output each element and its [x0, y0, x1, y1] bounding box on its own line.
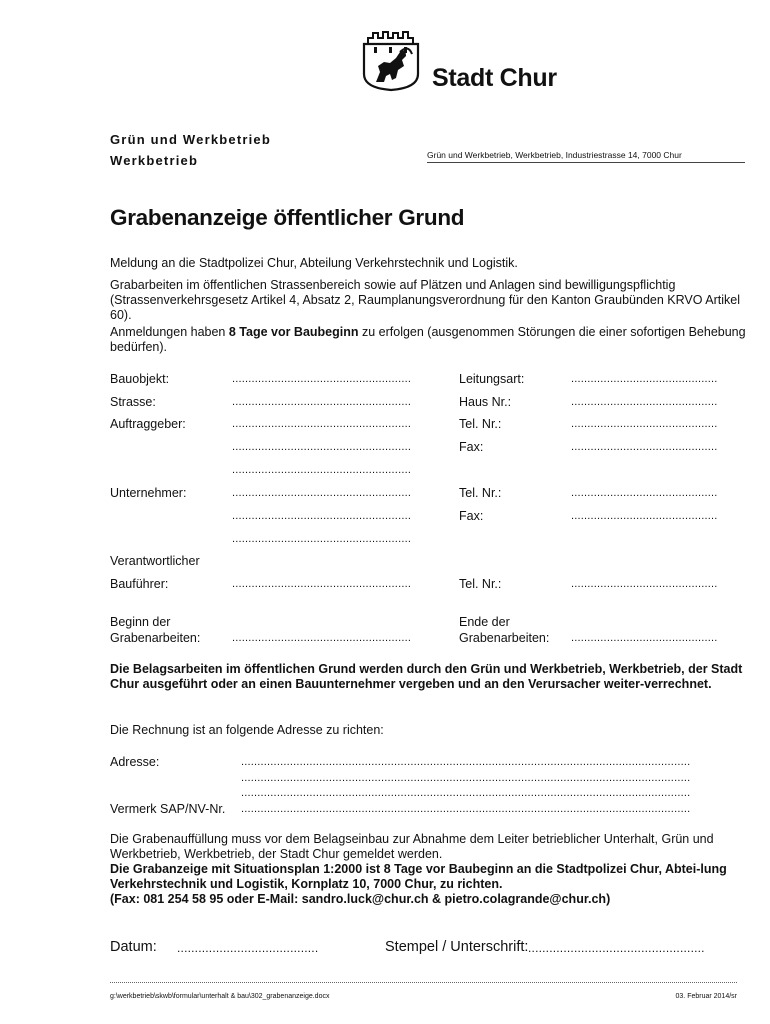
label-unternehmer: Unternehmer:: [110, 486, 187, 500]
label-ende-der: Ende der: [459, 615, 510, 629]
field-unternehmer-fax[interactable]: .............................................: [571, 510, 718, 522]
label-baufuehrer: Bauführer:: [110, 577, 169, 591]
intro-p3-post: zu erfolgen (ausgenommen Störungen die einer sofortigen Behebung bedürfen).: [110, 325, 746, 354]
field-baufuehrer[interactable]: .......................................................: [232, 578, 412, 590]
label-auftraggeber-tel: Tel. Nr.:: [459, 417, 502, 431]
field-unternehmer-1[interactable]: .......................................................: [232, 487, 412, 499]
field-beginn[interactable]: .......................................................: [232, 632, 412, 644]
field-ende[interactable]: .............................................: [571, 632, 718, 644]
label-strasse: Strasse:: [110, 395, 156, 409]
field-vermerk[interactable]: ..........................................................................................................................................: [241, 803, 691, 815]
closing-paragraph-1: Die Grabenauffüllung muss vor dem Belagseinbau zur Abnahme dem Leiter betrieblicher Unterhalt, Grün und Werkbetrieb, Werkbetrieb, der Stadt Chur gemeldet werden.: [110, 832, 714, 861]
label-baufuehrer-tel: Tel. Nr.:: [459, 577, 502, 591]
footer-path: g:\werkbetrieb\skwb\formular\unterhalt & bau\302_grabenanzeige.docx: [110, 993, 330, 1000]
field-unternehmer-3[interactable]: .......................................................: [232, 533, 412, 545]
field-stempel[interactable]: ..................................................: [528, 941, 705, 955]
label-unternehmer-fax: Fax:: [459, 509, 484, 523]
label-datum: Datum:: [110, 939, 157, 955]
label-leitungsart: Leitungsart:: [459, 372, 525, 386]
dept-line-1: Grün und Werkbetrieb: [110, 132, 271, 147]
intro-paragraph-1: Meldung an die Stadtpolizei Chur, Abteilung Verkehrstechnik und Logistik.: [110, 256, 518, 270]
label-auftraggeber: Auftraggeber:: [110, 417, 186, 431]
footer-divider: [110, 982, 737, 983]
label-auftraggeber-fax: Fax:: [459, 440, 484, 454]
label-vermerk: Vermerk SAP/NV-Nr.: [110, 802, 226, 816]
field-baufuehrer-tel[interactable]: .............................................: [571, 578, 718, 590]
intro-paragraph-2: Grabarbeiten im öffentlichen Strassenbereich sowie auf Plätzen und Anlagen sind bewilligungspflichtig (Strassenverkehrsgesetz Artikel 4, Absatz 2, Raumplanungsverordnung für den Kanton Graubünden KRVO Artikel 60).: [110, 278, 740, 322]
label-stempel: Stempel / Unterschrift:: [385, 939, 529, 955]
field-auftraggeber-1[interactable]: .......................................................: [232, 418, 412, 430]
chur-coat-of-arms-icon: [360, 30, 422, 92]
field-auftraggeber-3[interactable]: .......................................................: [232, 464, 412, 476]
label-haus-nr: Haus Nr.:: [459, 395, 512, 409]
field-haus-nr[interactable]: .............................................: [571, 396, 718, 408]
intro-p3-bold: 8 Tage vor Baubeginn: [228, 325, 359, 339]
field-strasse[interactable]: .......................................................: [232, 396, 412, 408]
dept-line-2: Werkbetrieb: [110, 153, 199, 168]
label-beginn-grabenarbeiten: Grabenarbeiten:: [110, 631, 201, 645]
rechnung-text: Die Rechnung ist an folgende Adresse zu richten:: [110, 723, 384, 737]
logo-text: Stadt Chur: [432, 64, 557, 92]
notice-belagsarbeiten: Die Belagsarbeiten im öffentlichen Grund werden durch den Grün und Werkbetrieb, Werkbetrieb, der Stadt Chur ausgeführt oder an einen Bauunternehmer vergeben und an den Verursacher weiter-verrechnet.: [110, 662, 743, 691]
field-unternehmer-2[interactable]: .......................................................: [232, 510, 412, 522]
field-unternehmer-tel[interactable]: .............................................: [571, 487, 718, 499]
field-adresse-2[interactable]: ..........................................................................................................................................: [241, 772, 691, 784]
field-bauobjekt[interactable]: .......................................................: [232, 373, 412, 385]
label-ende-grabenarbeiten: Grabenarbeiten:: [459, 631, 550, 645]
sender-address: Grün und Werkbetrieb, Werkbetrieb, Industriestrasse 14, 7000 Chur: [427, 150, 745, 163]
page-title: Grabenanzeige öffentlicher Grund: [110, 205, 465, 230]
field-leitungsart[interactable]: .............................................: [571, 373, 718, 385]
intro-paragraph-3: [110, 325, 750, 355]
label-verantwortlicher: Verantwortlicher: [110, 554, 200, 568]
label-beginn-der: Beginn der: [110, 615, 171, 629]
field-datum[interactable]: ........................................: [177, 941, 319, 955]
label-unternehmer-tel: Tel. Nr.:: [459, 486, 502, 500]
closing-paragraph-2: Die Grabanzeige mit Situationsplan 1:2000 ist 8 Tage vor Baubeginn an die Stadtpolizei Chur, Abtei-lung Verkehrstechnik und Logistik, Kornplatz 10, 7000 Chur, zu richten.: [110, 862, 727, 891]
label-bauobjekt: Bauobjekt:: [110, 372, 170, 386]
field-auftraggeber-fax[interactable]: .............................................: [571, 441, 718, 453]
field-adresse-3[interactable]: ..........................................................................................................................................: [241, 787, 691, 799]
field-auftraggeber-2[interactable]: .......................................................: [232, 441, 412, 453]
closing-contact: (Fax: 081 254 58 95 oder E-Mail: sandro.luck@chur.ch & pietro.colagrande@chur.ch): [110, 892, 611, 906]
intro-p3-pre: Anmeldungen haben: [110, 325, 229, 339]
field-auftraggeber-tel[interactable]: .............................................: [571, 418, 718, 430]
footer-date: 03. Februar 2014/sr: [675, 993, 737, 1000]
field-adresse-1[interactable]: ..........................................................................................................................................: [241, 756, 691, 768]
label-adresse: Adresse:: [110, 755, 160, 769]
city-logo: [360, 30, 570, 100]
